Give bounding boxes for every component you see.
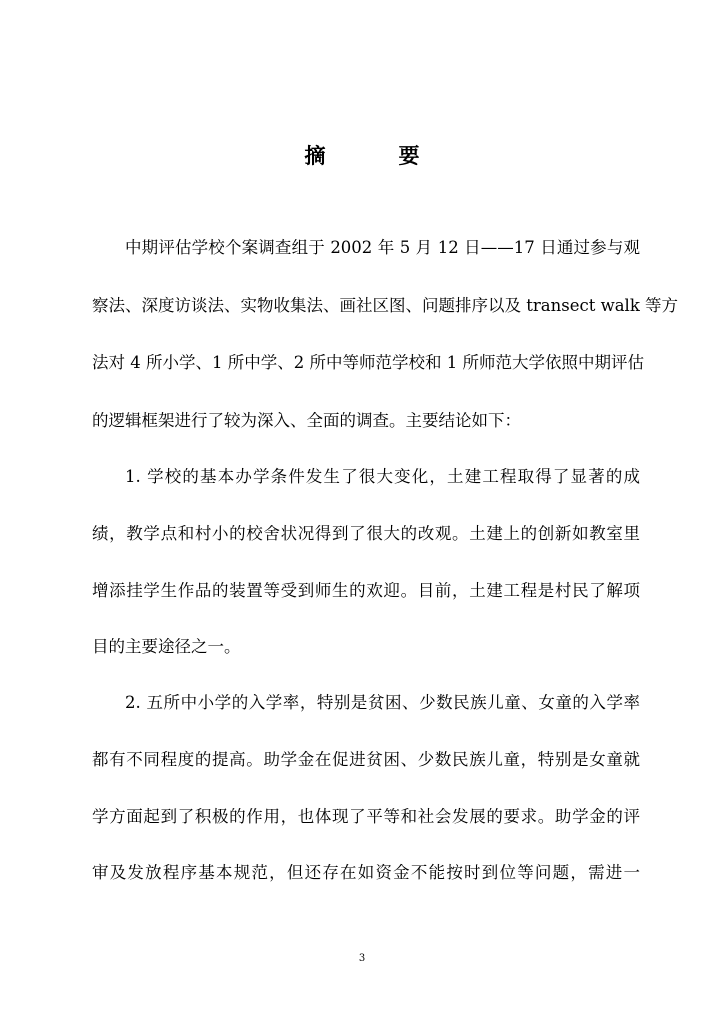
- paragraph-line: 增添挂学生作品的装置等受到师生的欢迎。目前，土建工程是村民了解项: [92, 581, 640, 600]
- paragraph-line: 察法、深度访谈法、实物收集法、画社区图、问题排序以及 transect walk 等方: [92, 296, 679, 315]
- page-number: 3: [358, 953, 366, 964]
- paragraph-line: 2. 五所中小学的入学率，特别是贫困、少数民族儿童、女童的入学率: [125, 693, 640, 712]
- paragraph-line: 1. 学校的基本办学条件发生了很大变化，土建工程取得了显著的成: [125, 467, 640, 486]
- paragraph-line: 绩，教学点和村小的校舍状况得到了很大的改观。土建上的创新如教室里: [92, 524, 640, 543]
- paragraph-line: 中期评估学校个案调查组于 2002 年 5 月 12 日——17 日通过参与观: [125, 238, 640, 257]
- paragraph-line: 学方面起到了积极的作用，也体现了平等和社会发展的要求。助学金的评: [92, 807, 640, 826]
- paragraph-line: 审及发放程序基本规范，但还存在如资金不能按时到位等问题，需进一: [92, 863, 640, 882]
- paragraph-line: 法对 4 所小学、1 所中学、2 所中等师范学校和 1 所师范大学依照中期评估: [92, 353, 644, 372]
- page-title: 摘 要: [304, 143, 446, 168]
- paragraph-line: 的逻辑框架进行了较为深入、全面的调查。主要结论如下：: [92, 411, 521, 430]
- paragraph-line: 都有不同程度的提高。助学金在促进贫困、少数民族儿童，特别是女童就: [92, 750, 640, 769]
- paragraph-line: 目的主要途径之一。: [92, 637, 241, 656]
